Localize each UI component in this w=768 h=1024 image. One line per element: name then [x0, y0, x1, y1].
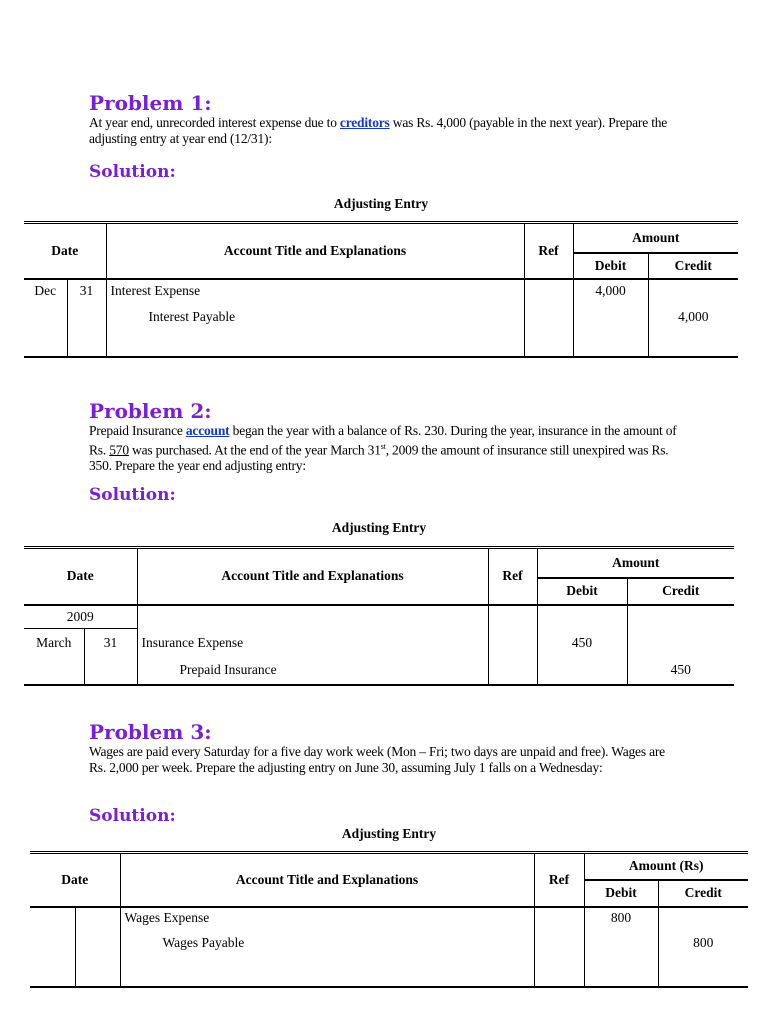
ledger-table-2 [24, 546, 734, 686]
day-cell [75, 907, 120, 929]
ref-cell [488, 657, 537, 685]
amount-header: Amount [537, 548, 734, 578]
solution-label: Solution: [89, 806, 176, 826]
problem-title: Problem 1: [89, 91, 212, 115]
debit-cell [584, 929, 658, 957]
account-header: Account Title and Explanations [106, 223, 524, 279]
amount-570: 570 [109, 442, 129, 457]
date-header: Date [24, 223, 106, 279]
credit-header: Credit [627, 578, 734, 605]
credit-cell [648, 279, 738, 303]
ref-cell [524, 279, 573, 303]
ledger-table-3 [30, 851, 748, 988]
table-row [24, 629, 734, 657]
account-header: Account Title and Explanations [137, 548, 488, 605]
month-cell [30, 929, 75, 957]
day-cell: 31 [67, 279, 106, 303]
credit-cell: 800 [658, 929, 748, 957]
credit-cell: 450 [627, 657, 734, 685]
ref-cell [534, 929, 584, 957]
creditors-link[interactable]: creditors [339, 115, 390, 130]
credit-header: Credit [648, 253, 738, 279]
problem-text [89, 423, 679, 473]
month-cell [24, 657, 84, 685]
table-row [24, 279, 738, 303]
account-cell: Wages Expense [120, 907, 534, 929]
debit-header: Debit [537, 578, 627, 605]
amount-header: Amount [573, 223, 738, 253]
credit-cell [627, 629, 734, 657]
text-part: began the year with a balance of Rs. 230. During the year, insurance in the amount of Rs. [89, 423, 677, 457]
table-row [30, 929, 748, 957]
debit-cell: 4,000 [573, 279, 648, 303]
text-part: was purchased. At the end of the year March 31 [128, 442, 381, 457]
problem-3 [89, 720, 674, 775]
day-cell [75, 929, 120, 957]
ledger-table-1 [24, 221, 738, 358]
month-cell [24, 303, 67, 331]
account-cell: Wages Payable [120, 929, 534, 957]
problem-title: Problem 2: [89, 399, 212, 423]
debit-cell: 800 [584, 907, 658, 929]
date-header: Date [24, 548, 137, 605]
account-link[interactable]: account [185, 423, 230, 438]
problem-text [89, 115, 689, 146]
amount-header: Amount (Rs) [584, 853, 748, 880]
day-cell [67, 303, 106, 331]
ref-header: Ref [488, 548, 537, 605]
ref-cell [524, 303, 573, 331]
problem-2 [89, 399, 679, 473]
text-part: Prepaid Insurance [89, 423, 186, 438]
text-part: At year end, unrecorded interest expense due to [89, 115, 340, 130]
table-row [30, 907, 748, 929]
debit-header: Debit [573, 253, 648, 279]
day-cell: 31 [84, 629, 137, 657]
solution-label: Solution: [89, 162, 176, 182]
month-cell: March [36, 634, 72, 650]
account-cell: Interest Payable [106, 303, 524, 331]
ref-header: Ref [524, 223, 573, 279]
credit-cell [658, 907, 748, 929]
debit-header: Debit [584, 880, 658, 907]
solution-label: Solution: [89, 485, 176, 505]
ref-header: Ref [534, 853, 584, 907]
account-cell: Prepaid Insurance [137, 657, 488, 685]
problem-1 [89, 91, 689, 146]
debit-cell [537, 657, 627, 685]
ref-cell [488, 629, 537, 657]
date-header: Date [30, 853, 120, 907]
table-row [24, 657, 734, 685]
entry-title: Adjusting Entry [333, 196, 429, 211]
text-part: was Rs. 4,000 (payable in the next year). Prepare the adjusting entry at year end (12/31): [89, 115, 668, 146]
ref-cell [534, 907, 584, 929]
entry-title: Adjusting Entry [331, 520, 427, 535]
month-cell: Dec [34, 283, 57, 298]
account-header: Account Title and Explanations [120, 853, 534, 907]
debit-cell [573, 303, 648, 331]
problem-title: Problem 3: [89, 720, 212, 744]
table-row [24, 303, 738, 331]
problem-text: Wages are paid every Saturday for a five day work week (Mon – Fri; two days are unpaid and free). Wages are Rs. 2,000 per week. Prepare the adjusting entry on June 30, assuming July 1 falls on a Wednesday: [89, 744, 665, 775]
account-cell: Interest Expense [106, 279, 524, 303]
credit-header: Credit [658, 880, 748, 907]
superscript: st [380, 441, 386, 451]
day-cell [84, 657, 137, 685]
text-part: , 2009 the amount of insurance still unexpired was Rs. 350. Prepare the year end adjusting entry: [89, 442, 669, 473]
debit-cell: 450 [537, 629, 627, 657]
entry-title: Adjusting Entry [341, 826, 437, 841]
credit-cell: 4,000 [648, 303, 738, 331]
year-cell: 2009 [24, 605, 137, 629]
month-cell [30, 907, 75, 929]
account-cell: Insurance Expense [137, 629, 488, 657]
